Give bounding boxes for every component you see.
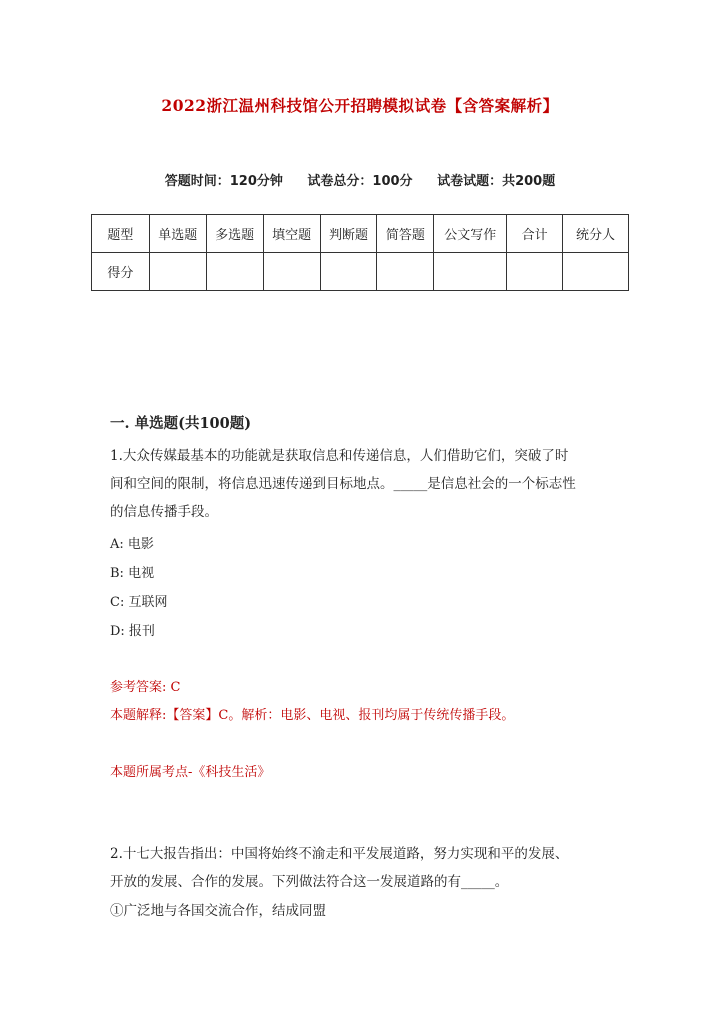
question-2-line-2: 开放的发展、合作的发展。下列做法符合这一发展道路的有_____。 — [110, 874, 509, 890]
question-1-line-2: 间和空间的限制，将信息迅速传递到目标地点。_____是信息社会的一个标志性 — [110, 476, 576, 492]
score-cell — [263, 253, 320, 291]
score-cell — [377, 253, 434, 291]
score-cell — [434, 253, 507, 291]
question-1-topic: 本题所属考点-《科技生活》 — [110, 765, 271, 780]
question-2-line-3: ①广泛地与各国交流合作，结成同盟 — [110, 903, 326, 919]
score-table-header: 判断题 — [320, 215, 377, 253]
score-cell — [320, 253, 377, 291]
score-table — [91, 214, 629, 291]
question-2-line-1: 2.十七大报告指出：中国将始终不渝走和平发展道路，努力实现和平的发展、 — [110, 846, 569, 862]
question-1-option-b: B: 电视 — [110, 566, 155, 581]
score-table-header: 简答题 — [377, 215, 434, 253]
exam-meta — [0, 170, 720, 189]
score-table-header: 公文写作 — [434, 215, 507, 253]
score-cell — [149, 253, 206, 291]
question-1-line-3: 的信息传播手段。 — [110, 504, 218, 520]
score-cell — [563, 253, 629, 291]
question-1-answer: 参考答案: C — [110, 680, 181, 695]
exam-time: 答题时间：120分钟 — [164, 174, 283, 189]
score-table-header-row — [92, 215, 629, 253]
score-table-row — [92, 253, 629, 291]
score-cell — [507, 253, 563, 291]
score-table-header: 统分人 — [563, 215, 629, 253]
score-table-header: 填空题 — [263, 215, 320, 253]
question-1-line-1: 1.大众传媒最基本的功能就是获取信息和传递信息，人们借助它们，突破了时 — [110, 448, 569, 464]
question-1-option-c: C: 互联网 — [110, 595, 168, 610]
question-1-option-d: D: 报刊 — [110, 624, 155, 639]
page-title: 2022浙江温州科技馆公开招聘模拟试卷【含答案解析】 — [161, 96, 559, 115]
score-table-header: 题型 — [92, 215, 150, 253]
score-table-header: 合计 — [507, 215, 563, 253]
question-1-option-a: A: 电影 — [110, 537, 154, 552]
score-table-header: 多选题 — [206, 215, 263, 253]
score-row-label: 得分 — [92, 253, 150, 291]
exam-question-count: 试卷试题：共200题 — [437, 174, 556, 189]
question-1-explanation: 本题解释:【答案】C。解析：电影、电视、报刊均属于传统传播手段。 — [110, 708, 515, 723]
score-cell — [206, 253, 263, 291]
section-title: 一. 单选题(共100题) — [110, 415, 252, 432]
score-table-header: 单选题 — [149, 215, 206, 253]
exam-total-score: 试卷总分：100分 — [307, 174, 413, 189]
